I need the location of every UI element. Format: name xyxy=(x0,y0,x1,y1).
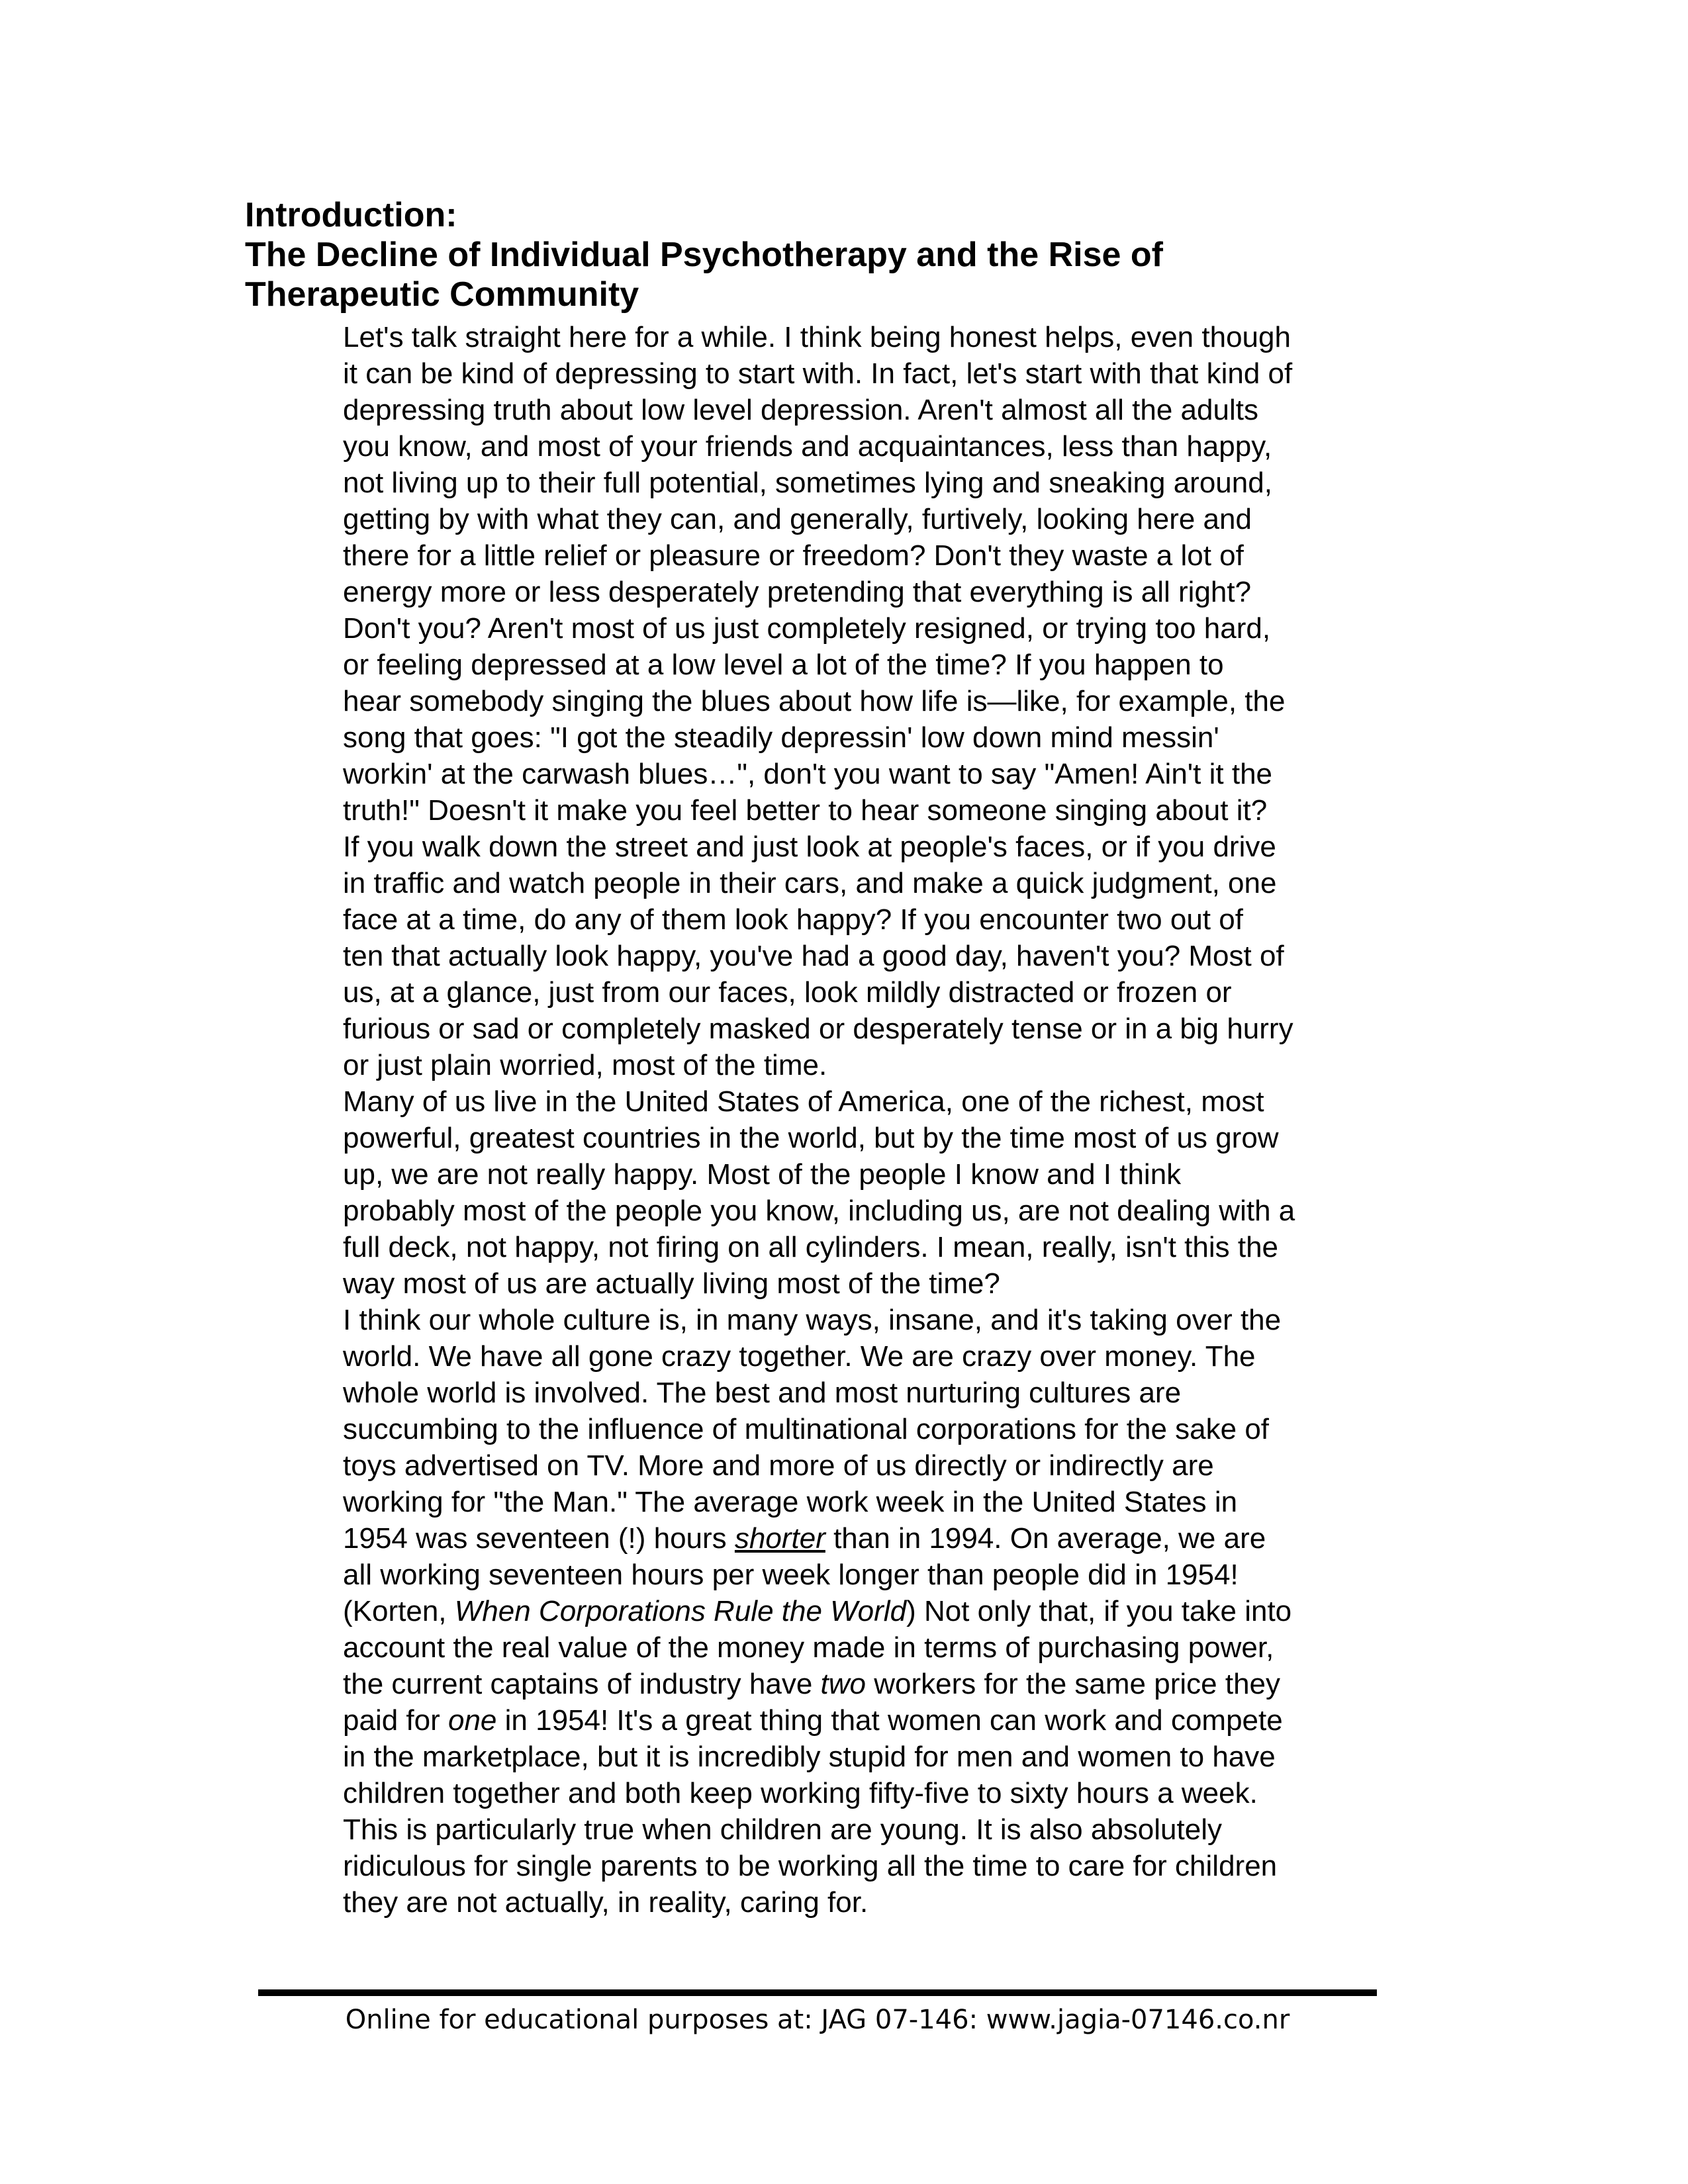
text-line: If you walk down the street and just look at people's faces, or if you drive xyxy=(343,831,1276,863)
text-line: powerful, greatest countries in the world, but by the time most of us grow xyxy=(343,1122,1279,1154)
text-line: up, we are not really happy. Most of the people I know and I think xyxy=(343,1158,1182,1191)
text-run: 1954 was seventeen (!) hours xyxy=(343,1522,735,1555)
footer-divider xyxy=(258,1989,1377,1996)
emphasis-one: one xyxy=(447,1704,497,1737)
chapter-heading xyxy=(245,195,1503,314)
text-line xyxy=(343,1666,1442,1702)
text-line: there for a little relief or pleasure or freedom? Don't they waste a lot of xyxy=(343,539,1244,572)
text-run: paid for xyxy=(343,1704,448,1737)
text-line: I think our whole culture is, in many ways, insane, and it's taking over the xyxy=(343,1304,1282,1336)
text-line: Don't you? Aren't most of us just completely resigned, or trying too hard, xyxy=(343,612,1271,645)
text-line: furious or sad or completely masked or desperately tense or in a big hurry xyxy=(343,1013,1293,1045)
text-run: (Korten, xyxy=(343,1595,455,1627)
heading-line-1: Introduction: xyxy=(245,196,457,234)
text-line: succumbing to the influence of multinational corporations for the sake of xyxy=(343,1413,1270,1445)
text-line: getting by with what they can, and generally, furtively, looking here and xyxy=(343,503,1252,535)
emphasis-shorter: shorter xyxy=(734,1522,825,1555)
text-line: ten that actually look happy, you've had a good day, haven't you? Most of xyxy=(343,940,1284,972)
heading-line-2: The Decline of Individual Psychotherapy and the Rise of xyxy=(245,236,1163,274)
text-line: truth!" Doesn't it make you feel better to hear someone singing about it? xyxy=(343,794,1268,827)
text-line: us, at a glance, just from our faces, look mildly distracted or frozen or xyxy=(343,976,1232,1009)
text-line: hear somebody singing the blues about how life is—like, for example, the xyxy=(343,685,1286,717)
text-line: or feeling depressed at a low level a lot of the time? If you happen to xyxy=(343,649,1224,681)
text-line: it can be kind of depressing to start with. In fact, let's start with that kind of xyxy=(343,357,1293,390)
text-line: all working seventeen hours per week longer than people did in 1954! xyxy=(343,1559,1239,1591)
text-line: full deck, not happy, not firing on all cylinders. I mean, really, isn't this the xyxy=(343,1231,1279,1263)
text-line: workin' at the carwash blues…", don't you want to say "Amen! Ain't it the xyxy=(343,758,1273,790)
text-line xyxy=(343,1593,1442,1629)
text-line: ridiculous for single parents to be working all the time to care for children xyxy=(343,1850,1278,1882)
footer-text: Online for educational purposes at: JAG 07-146: www.jagia-07146.co.nr xyxy=(345,2005,1290,2035)
book-title: When Corporations Rule the World xyxy=(454,1595,907,1627)
emphasis-two: two xyxy=(820,1668,866,1700)
text-line: Many of us live in the United States of America, one of the richest, most xyxy=(343,1085,1264,1118)
text-line: song that goes: "I got the steadily depressin' low down mind messin' xyxy=(343,721,1219,754)
text-line: you know, and most of your friends and acquaintances, less than happy, xyxy=(343,430,1272,463)
text-line: working for "the Man." The average work week in the United States in xyxy=(343,1486,1238,1518)
text-line: or just plain worried, most of the time. xyxy=(343,1049,827,1081)
text-line: whole world is involved. The best and most nurturing cultures are xyxy=(343,1377,1182,1409)
text-run: workers for the same price they xyxy=(866,1668,1281,1700)
text-line xyxy=(343,1702,1442,1739)
text-run: than in 1994. On average, we are xyxy=(825,1522,1266,1555)
text-run: the current captains of industry have xyxy=(343,1668,821,1700)
text-line: in traffic and watch people in their cars, and make a quick judgment, one xyxy=(343,867,1277,899)
text-run: ) Not only that, if you take into xyxy=(906,1595,1292,1627)
text-line: world. We have all gone crazy together. We are crazy over money. The xyxy=(343,1340,1256,1373)
text-line: toys advertised on TV. More and more of us directly or indirectly are xyxy=(343,1449,1214,1482)
text-line: way most of us are actually living most of the time? xyxy=(343,1267,1000,1300)
text-line: in the marketplace, but it is incredibly stupid for men and women to have xyxy=(343,1741,1276,1773)
text-line: account the real value of the money made in terms of purchasing power, xyxy=(343,1631,1274,1664)
text-line: they are not actually, in reality, caring for. xyxy=(343,1886,868,1919)
text-line: depressing truth about low level depression. Aren't almost all the adults xyxy=(343,394,1258,426)
text-line: children together and both keep working fifty-five to sixty hours a week. xyxy=(343,1777,1258,1809)
text-run: in 1954! It's a great thing that women can work and compete xyxy=(496,1704,1283,1737)
text-line: Let's talk straight here for a while. I think being honest helps, even though xyxy=(343,321,1291,353)
text-line xyxy=(343,1520,1442,1557)
text-line: face at a time, do any of them look happy? If you encounter two out of xyxy=(343,903,1243,936)
text-line: energy more or less desperately pretending that everything is all right? xyxy=(343,576,1252,608)
text-line: not living up to their full potential, sometimes lying and sneaking around, xyxy=(343,467,1272,499)
body-text xyxy=(343,319,1442,1921)
text-line: probably most of the people you know, including us, are not dealing with a xyxy=(343,1195,1295,1227)
text-line: This is particularly true when children are young. It is also absolutely xyxy=(343,1813,1222,1846)
heading-line-3: Therapeutic Community xyxy=(245,275,639,314)
